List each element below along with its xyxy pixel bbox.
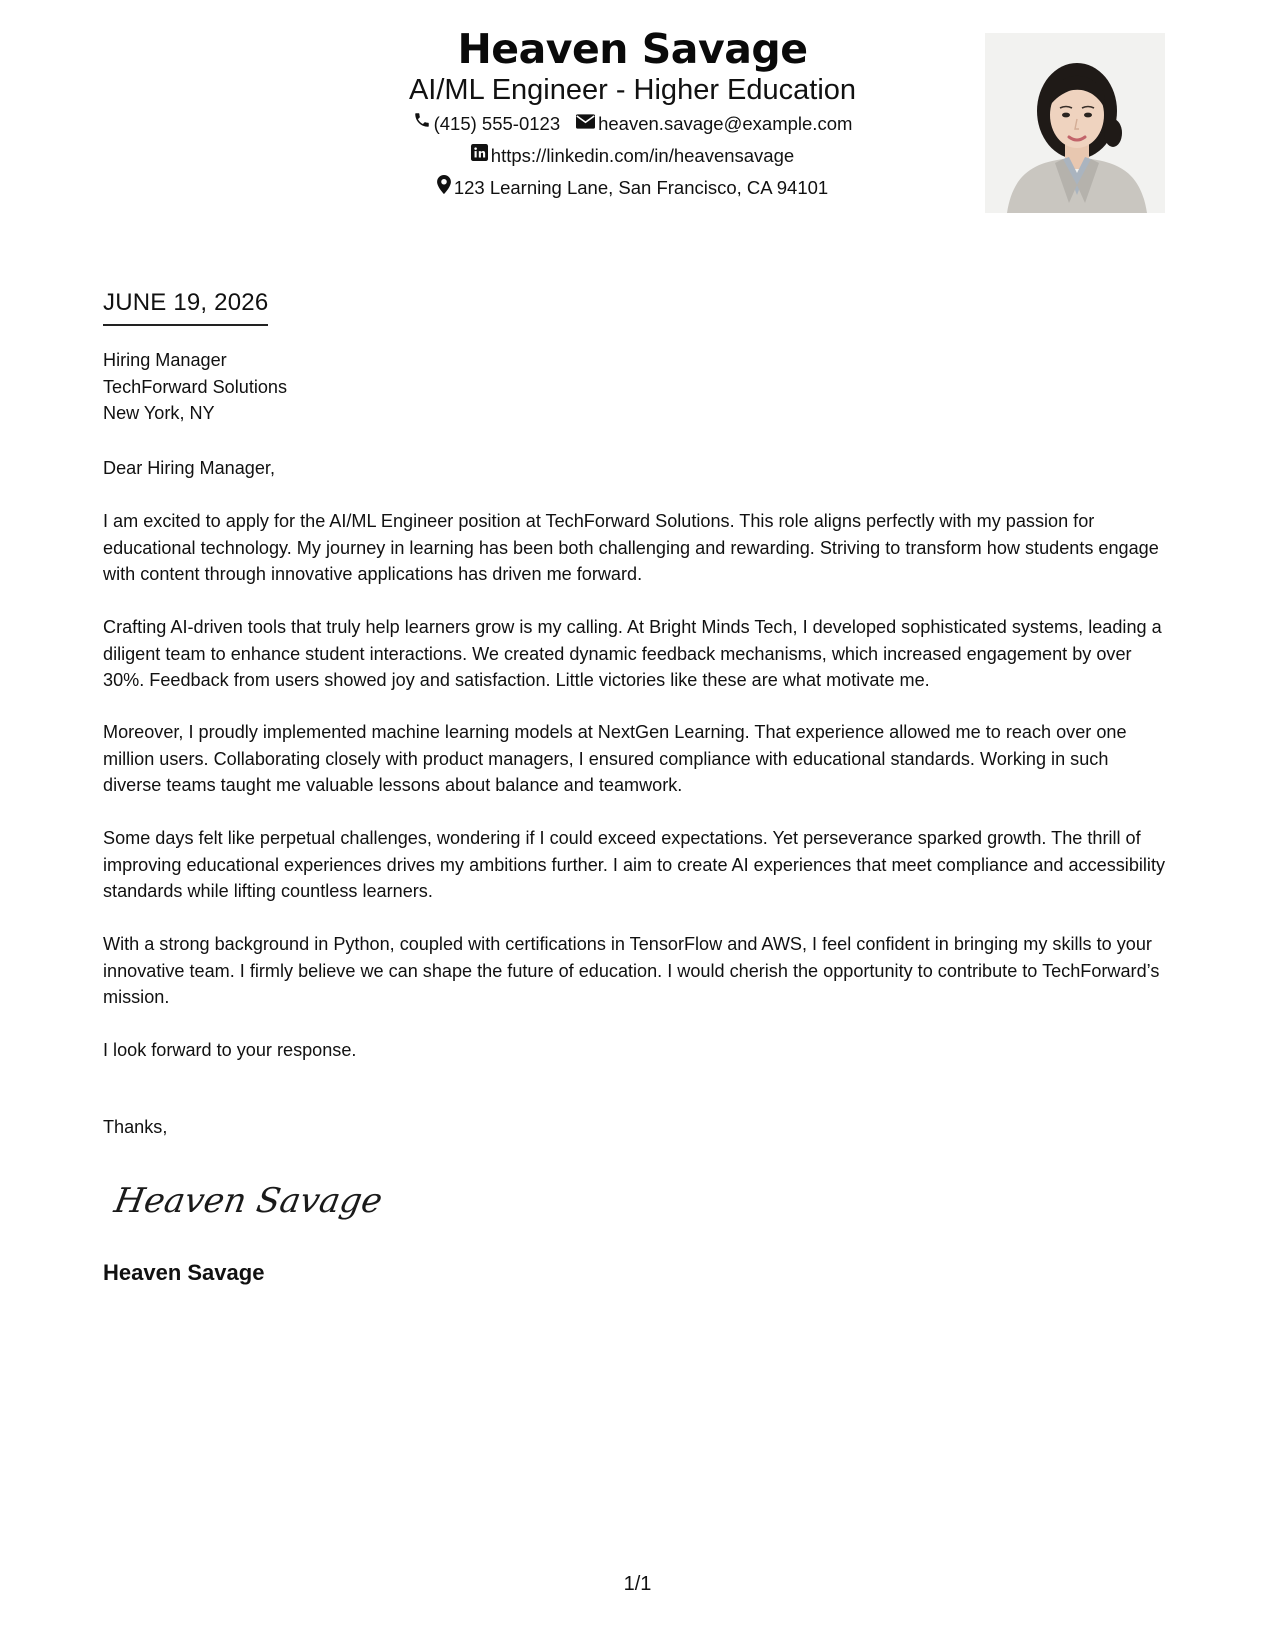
applicant-title: AI/ML Engineer - Higher Education: [408, 74, 857, 106]
salutation: Dear Hiring Manager,: [103, 458, 275, 478]
phone-icon: [413, 111, 431, 135]
body-paragraph: Moreover, I proudly implemented machine learning models at NextGen Learning. That experience allowed me to reach over one million users. Collaborating closely with product managers, I ensured compliance with educational standards. Working in such diverse teams taught me valuable lessons about balance and teamwork.: [103, 722, 1127, 795]
letter-date: JUNE 19, 2026: [103, 288, 268, 326]
recipient-block: [103, 347, 1168, 427]
applicant-name: Heaven Savage: [457, 25, 808, 73]
envelope-icon: [576, 111, 595, 135]
page-number: 1/1: [623, 1573, 652, 1595]
recipient-company: TechForward Solutions: [103, 376, 288, 397]
signature-text: Heaven Savage: [111, 1181, 386, 1221]
linkedin-url: https://linkedin.com/in/heavensavage: [490, 145, 795, 166]
body-paragraph: Crafting AI-driven tools that truly help learners grow is my calling. At Bright Minds Tech, I developed sophisticated systems, leading a diligent team to enhance student interactions. We created dynamic feedback mechanisms, which increased engagement by over 30%. Feedback from users showed joy and satisfaction. Little victories like these are what motivate me.: [103, 617, 1162, 690]
signed-name: Heaven Savage: [103, 1260, 265, 1285]
recipient-title: Hiring Manager: [103, 350, 227, 370]
recipient-location: New York, NY: [103, 403, 215, 423]
applicant-photo: [985, 33, 1165, 213]
email-address: heaven.savage@example.com: [598, 113, 853, 134]
handwritten-signature: [111, 1172, 386, 1228]
phone-number: (415) 555-0123: [433, 113, 561, 134]
map-pin-icon: [437, 175, 451, 200]
linkedin-icon: [471, 143, 488, 167]
mailing-address: 123 Learning Lane, San Francisco, CA 94101: [453, 177, 829, 198]
closing-line: I look forward to your response.: [103, 1040, 357, 1060]
body-paragraph: I am excited to apply for the AI/ML Engineer position at TechForward Solutions. This role aligns perfectly with my passion for educational technology. My journey in learning has been both challenging and rewarding. Striving to transform how students engage with content through innovative applications has driven me forward.: [103, 511, 1159, 584]
signoff: Thanks,: [103, 1117, 168, 1137]
body-paragraph: Some days felt like perpetual challenges, wondering if I could exceed expectations. Yet perseverance sparked growth. The thrill of improving educational experiences drives my ambitions further. I aim to create AI experiences that meet compliance and accessibility standards while lifting countless learners.: [103, 828, 1166, 901]
body-paragraph: With a strong background in Python, coupled with certifications in TensorFlow and AWS, I feel confident in bringing my skills to your innovative team. I firmly believe we can shape the future of education. I would cherish the opportunity to contribute to TechForward’s mission.: [103, 934, 1160, 1007]
